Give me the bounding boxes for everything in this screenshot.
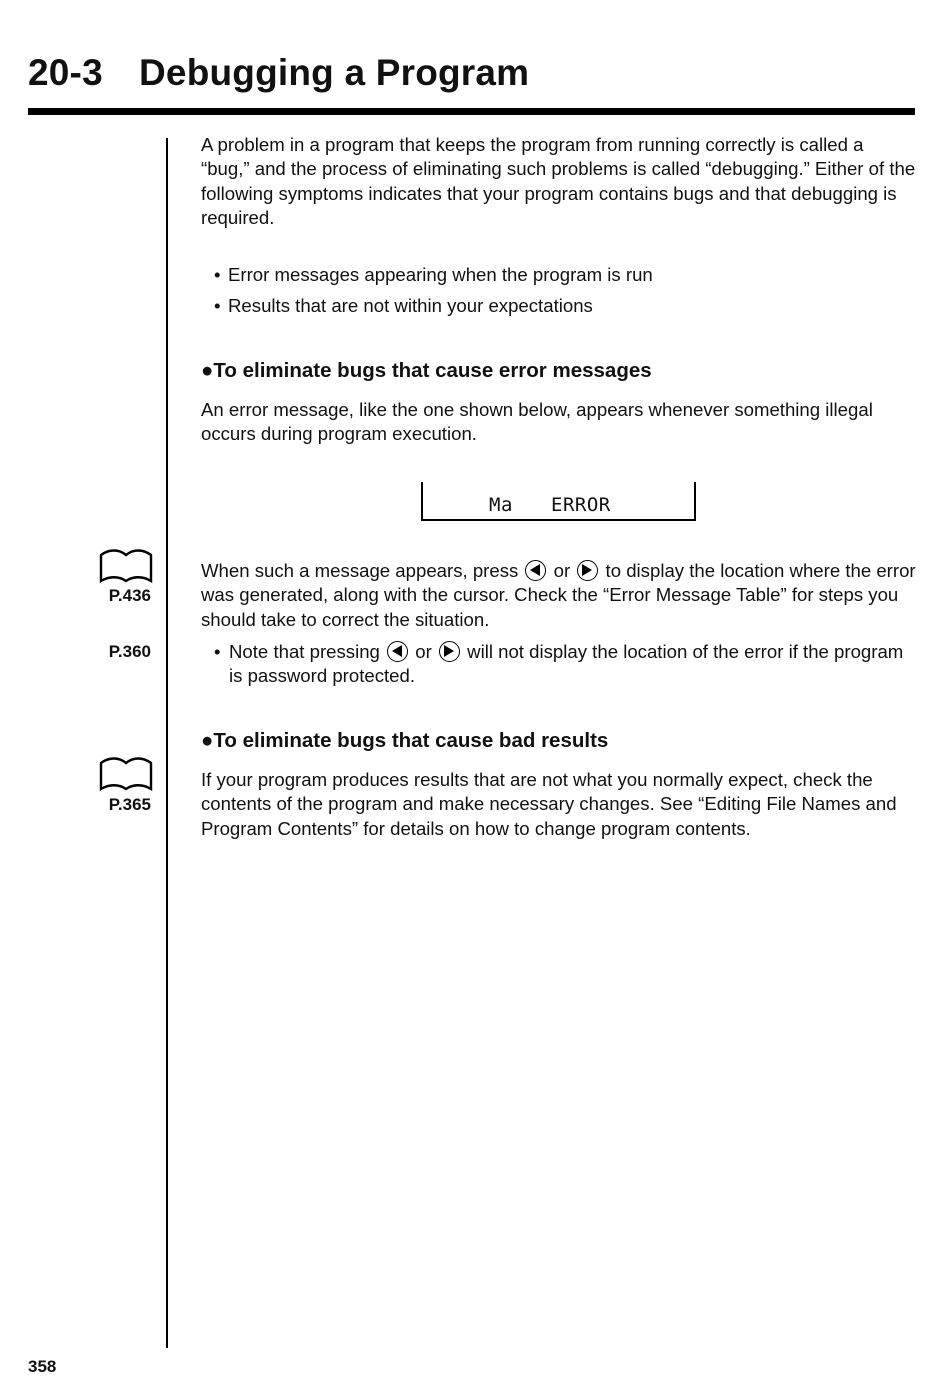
press-paragraph xyxy=(201,559,916,632)
heading-error-messages xyxy=(201,359,652,383)
heading-bullet: ● xyxy=(201,359,214,382)
bullet-dot: • xyxy=(214,295,221,316)
margin-ref-p436: P.436 xyxy=(108,586,151,605)
note-text-1: Note that pressing xyxy=(229,641,380,662)
margin-rule xyxy=(166,138,168,1348)
section-number: 20-3 xyxy=(28,52,103,93)
intro-bullet-1-text: Error messages appearing when the program is run xyxy=(228,264,653,285)
section-title: Debugging a Program xyxy=(139,52,530,93)
intro-paragraph: A problem in a program that keeps the program from running correctly is called a “bug,” and the process of eliminating such problems is called “debugging.” Either of the following symptoms indicates that your program contains bugs and that debugging is required. xyxy=(201,134,916,229)
display-error-text: ERROR xyxy=(551,494,611,516)
left-arrow-key-icon xyxy=(387,641,408,662)
bullet-dot: • xyxy=(214,641,221,662)
right-arrow-key-icon xyxy=(577,560,598,581)
note-text xyxy=(229,640,914,689)
press-text-1: When such a message appears, press xyxy=(201,560,519,581)
page-number: 358 xyxy=(28,1357,57,1376)
book-icon xyxy=(99,757,153,793)
press-or-text: or xyxy=(553,560,571,581)
book-icon xyxy=(99,549,153,585)
heading-bad-results xyxy=(201,729,608,753)
heading-bad-results-text: To eliminate bugs that cause bad results xyxy=(213,729,609,752)
intro-bullet-1 xyxy=(214,263,653,287)
title-rule xyxy=(28,108,915,115)
note-or-text: or xyxy=(415,641,432,662)
intro-bullet-2 xyxy=(214,294,593,318)
bullet-dot: • xyxy=(214,264,221,285)
heading-error-messages-text: To eliminate bugs that cause error messages xyxy=(213,359,652,382)
left-arrow-key-icon xyxy=(525,560,546,581)
note-bullet xyxy=(214,640,914,689)
heading-bullet: ● xyxy=(201,729,214,752)
margin-ref-p360: P.360 xyxy=(108,642,151,661)
results-paragraph: If your program produces results that are not what you normally expect, check the contents of the program and make necessary changes. See “Editing File Names and Program Contents” for details on how to change program contents. xyxy=(201,769,897,839)
press-text-2: to display the location where the error was generated, along with the cursor. Check the “Error Message Table” for steps you should take to correct the situation. xyxy=(201,560,916,630)
error-paragraph: An error message, like the one shown below, appears whenever something illegal occurs during program execution. xyxy=(201,399,873,445)
page-title xyxy=(28,52,529,94)
display-left-text: Ma xyxy=(489,494,513,516)
margin-ref-p365: P.365 xyxy=(108,795,151,814)
intro-bullet-2-text: Results that are not within your expectations xyxy=(228,295,593,316)
error-display xyxy=(421,482,696,521)
note-text-2: will not display the location of the error if the program is password protected. xyxy=(229,641,904,687)
right-arrow-key-icon xyxy=(439,641,460,662)
